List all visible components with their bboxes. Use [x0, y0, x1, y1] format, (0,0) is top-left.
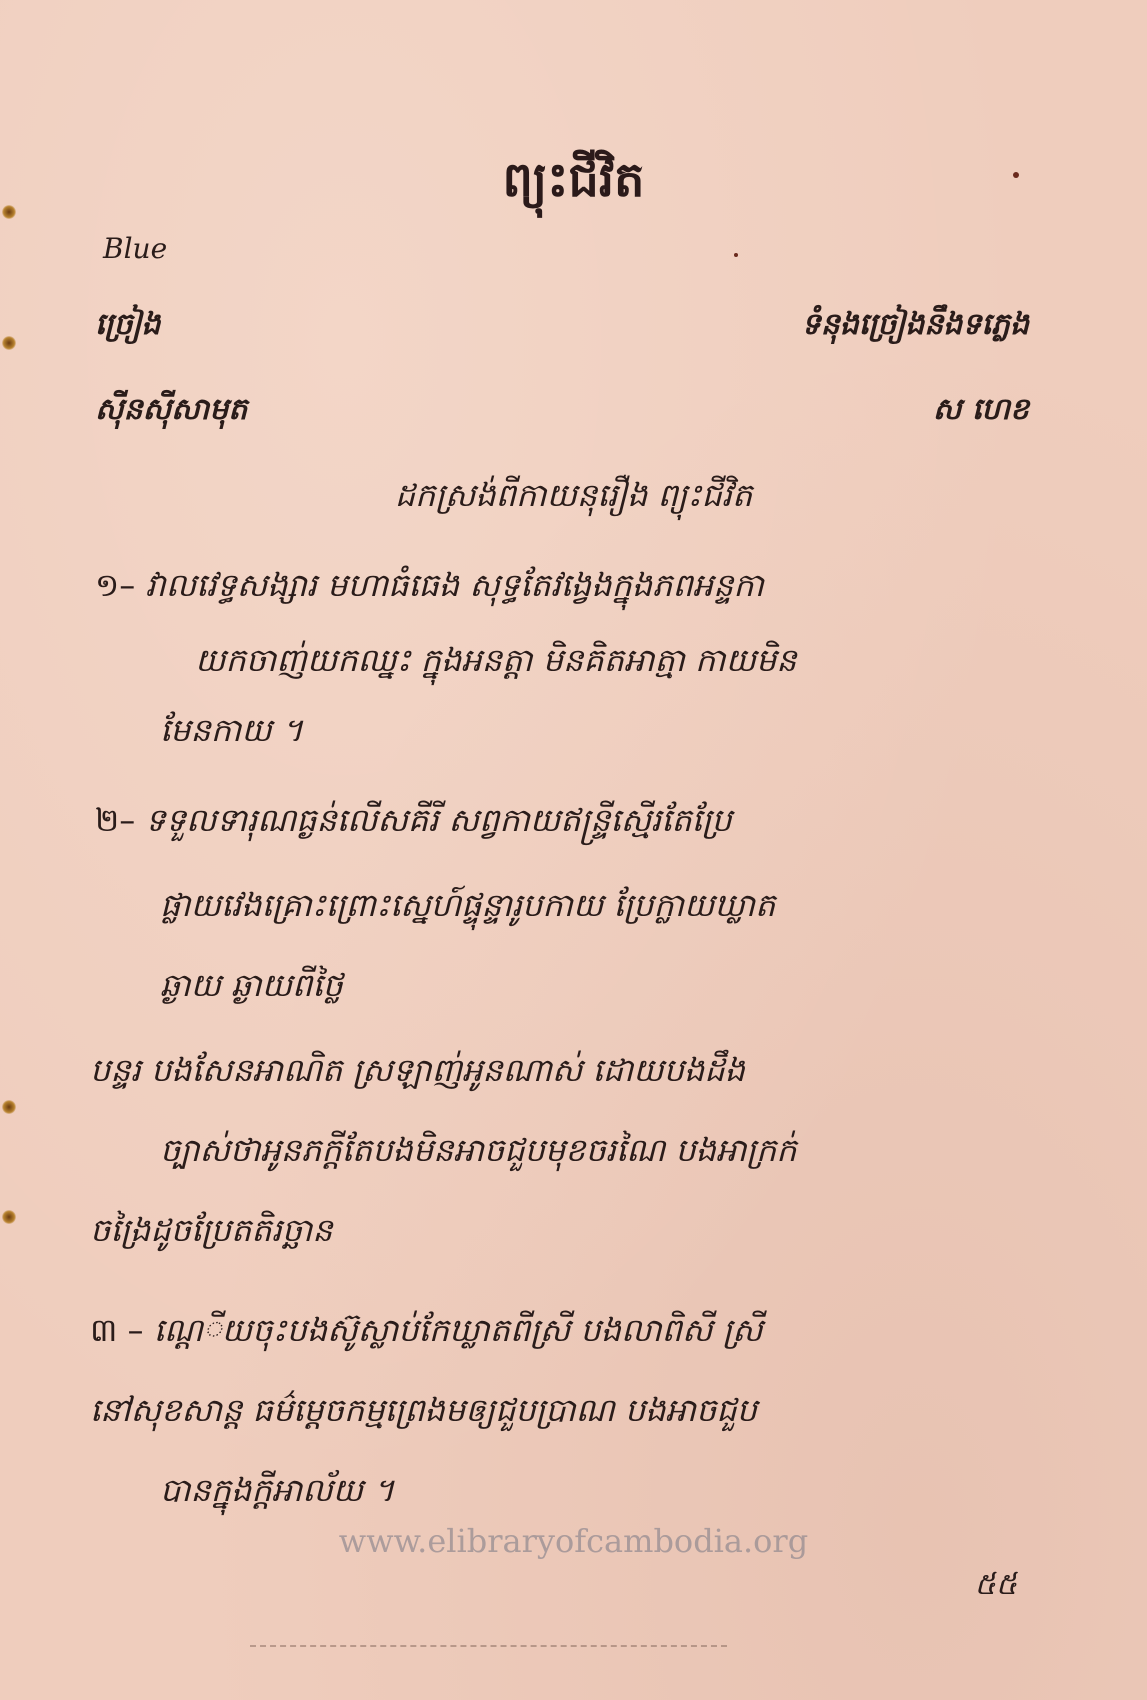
verse-number: ១– — [95, 566, 136, 604]
verse-text: បងសែនអាណិត ស្រឡាញ់អូនណាស់ ដោយបងដឹង — [150, 1051, 745, 1089]
verse-3-line-3: បានក្នុងក្តីអាល័យ ។ — [160, 1471, 395, 1509]
binding-hole — [2, 1100, 16, 1114]
verse-2-line-3: ឆ្ងាយ ឆ្ងាយពីថ្លៃ — [160, 966, 343, 1004]
verse-1-line-2: យកចាញ់យកឈ្នះ ក្នុងអនត្តា មិនគិតអាត្មា កាយមិន — [195, 641, 797, 679]
refrain-line-3: ចង្រៃដូចប្រែតតិរច្ឆាន — [90, 1211, 333, 1249]
refrain-line-1 — [90, 1050, 745, 1097]
refrain-line-2: ច្បាស់ថាអូនភក្តីតែបងមិនអាចជួបមុខចរណៃ បងអាក្រក់ — [160, 1131, 797, 1169]
song-title: ព្យុះជីវិត — [502, 152, 645, 208]
verse-2-line-2: ផ្លាយវេងគ្រោះព្រោះស្នេហ៍ផ្ទុន្ទារូបកាយ ប្រែក្លាយឃ្លាត — [160, 886, 776, 924]
binding-hole — [2, 336, 16, 350]
verse-3-line-2: នៅសុខសាន្ត ធម៌ម្តេចកម្មព្រេងមឲ្យជួបប្រាណ បងអាចជួប — [90, 1391, 757, 1429]
verse-number: ៣ – — [90, 1311, 144, 1349]
verse-text: ណេ្តីយចុះបងស៊ូស្លាប់កែឃ្លាតពីស្រី បងលាពិសី ស្រី — [153, 1311, 763, 1349]
verse-1-line-1 — [95, 565, 764, 612]
composer-label: ទំនុងច្រៀងនឹងទភ្លេង — [801, 307, 1029, 342]
lyricist-label: ច្រៀង — [95, 307, 161, 342]
verse-number: ២– — [95, 801, 136, 839]
website-watermark: www.elibraryofcambodia.org — [338, 1522, 809, 1560]
verse-text: ទទួលទារុណធ្ងន់លើសគីរី សព្វកាយឥន្ទ្រីស្មើរតែប្រែ — [145, 801, 732, 839]
paper-speck — [734, 253, 738, 257]
singer-name: ស៊ីនស៊ីសាមុត — [95, 392, 248, 427]
binding-hole — [2, 1210, 16, 1224]
verse-2-line-1 — [95, 800, 732, 847]
song-subtitle: ដកស្រង់ពីកាយនុរឿង ព្យុះជីវិត — [394, 476, 753, 514]
page-number: ៥៥ — [974, 1567, 1017, 1602]
bottom-divider — [250, 1645, 727, 1647]
verse-1-line-3: មែនកាយ ។ — [160, 711, 303, 749]
tune-label: Blue — [103, 232, 168, 265]
verse-text: វាលវេទ្ធសង្សារ មហាធំធេង សុទ្ធតែវង្វេងក្នុងភពអន្ទកា — [145, 566, 764, 604]
refrain-label: បន្ទរ — [90, 1051, 141, 1089]
verse-3-line-1 — [90, 1310, 763, 1357]
composer-name: ស ហេខ — [932, 392, 1029, 427]
